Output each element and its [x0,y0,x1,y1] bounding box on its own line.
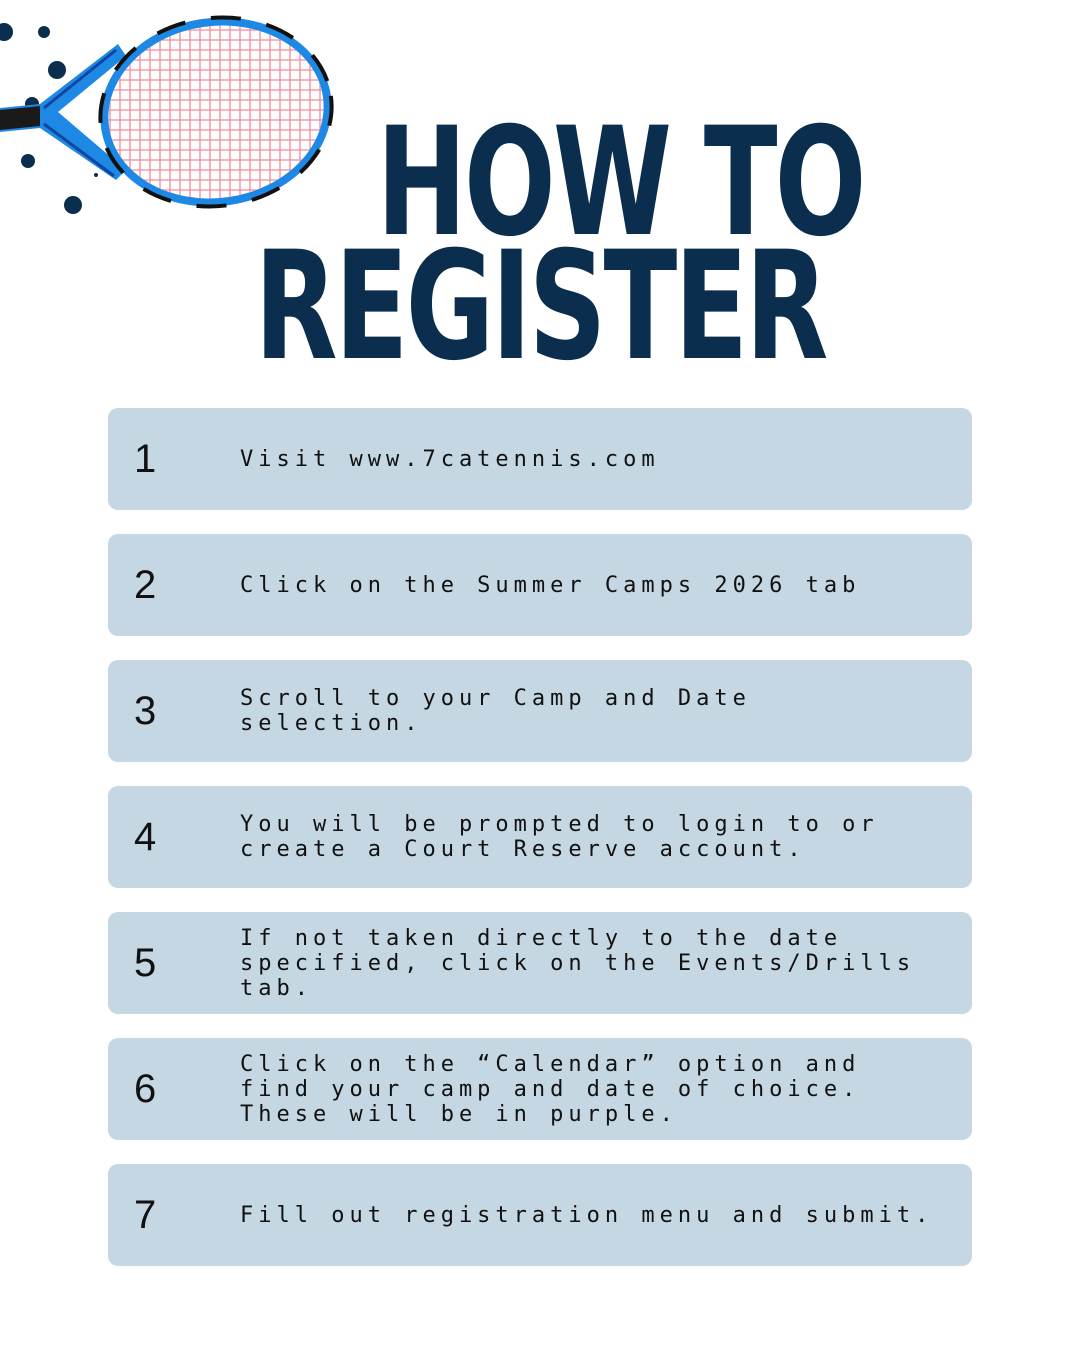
step-7 [108,1164,972,1266]
step-text [240,1164,942,1266]
step-1 [108,408,972,510]
step-text [240,786,942,888]
step-5 [108,912,972,1014]
step-text [240,408,942,510]
step-text [240,1038,942,1140]
step-number: 2 [134,563,157,607]
step-text [240,912,942,1014]
title-line-1: HOW TO [376,96,864,270]
step-text-content: Fill out registration menu and submit. [240,1202,934,1228]
step-text [240,660,942,762]
step-number: 1 [134,437,157,481]
step-2 [108,534,972,636]
step-text-content: Scroll to your Camp and Date selection. [240,686,751,736]
step-number: 6 [134,1067,157,1111]
step-number: 7 [134,1193,157,1237]
step-3 [108,660,972,762]
step-text-content: If not taken directly to the date specified, click on the Events/Drills tab. [240,925,916,1001]
step-6 [108,1038,972,1140]
step-number: 4 [134,815,157,859]
step-text-content: Click on the “Calendar” option and find your camp and date of choice. These will be in purple. [240,1051,861,1127]
step-4 [108,786,972,888]
step-text-content: Click on the Summer Camps 2026 tab [240,572,861,598]
step-text [240,534,942,636]
step-text-content: You will be prompted to login to or create a Court Reserve account. [240,812,879,862]
step-number: 3 [134,689,157,733]
step-text-content: Visit www.7catennis.com [240,446,660,472]
step-number: 5 [134,941,157,985]
title-line-2: REGISTER [254,220,826,394]
